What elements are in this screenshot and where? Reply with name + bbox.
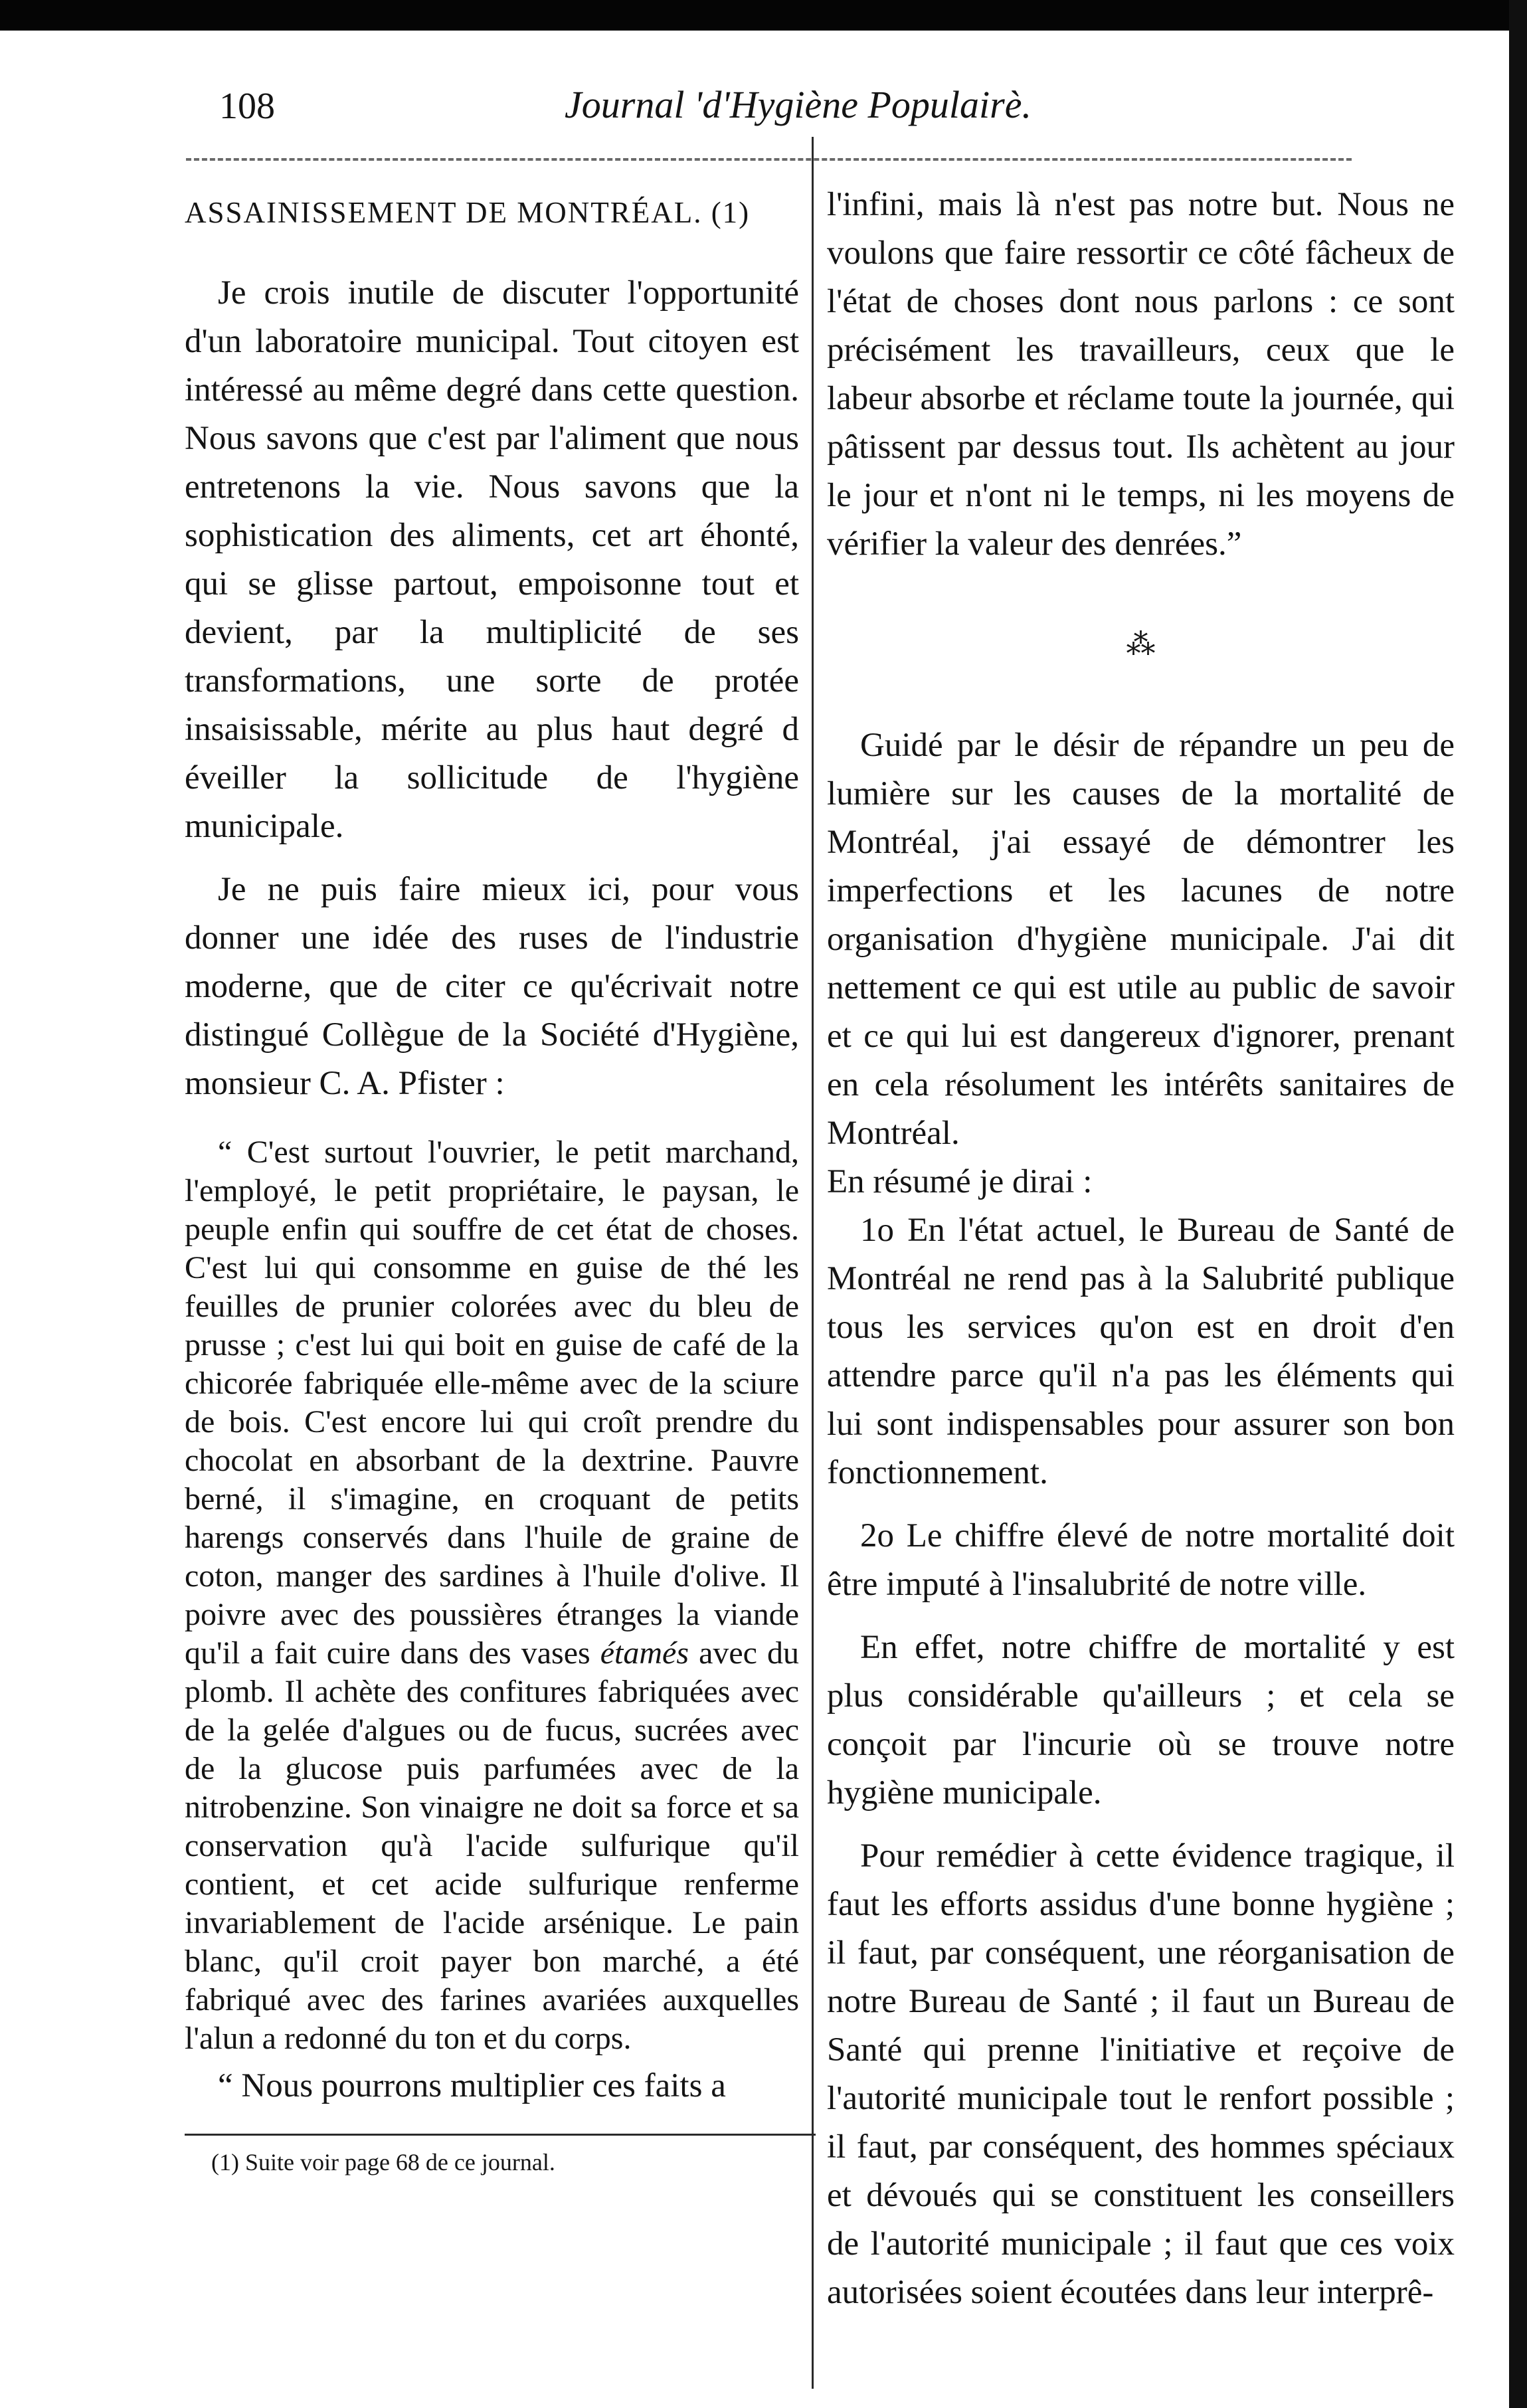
asterism-separator: ⁂	[1126, 628, 1156, 661]
scan-top-border	[0, 0, 1527, 31]
right-column	[827, 181, 1455, 2317]
running-title: Journal 'd'Hygiène Populairè.	[565, 83, 1032, 126]
scan-right-edge	[1509, 0, 1527, 2408]
quotation-text: avec du plomb. Il achète des confitures fabriquées avec de la gelée d'algues ou de fucus, sucrées avec de la glucose puis parfumées avec de la nitrobenzine. Son vinaigre ne doit sa force et sa conservation qu'à l'acide sulfurique qu'il contient, et cet acide sulfurique renferme invariablement de l'acide arsénique. Le pain blanc, qu'il croit payer bon marché, a été fabriqué avec des farines avariées auxquelles l'alun a redonné du ton et du corps.	[185, 1635, 800, 2056]
paragraph: 2o Le chiffre élevé de notre mortalité doit être imputé à l'insalubrité de notre ville.	[827, 1517, 1455, 1603]
quotation-italic-word: étamés	[600, 1635, 689, 1671]
paragraph: En résumé je dirai :	[827, 1163, 1093, 1200]
column-divider	[812, 137, 814, 2389]
paragraph: Je ne puis faire mieux ici, pour vous donner une idée des ruses de l'industrie moderne, que de citer ce qu'écrivait notre distingué Collègue de la Société d'Hygiène, monsieur C. A. Pfister :	[185, 871, 799, 1102]
paragraph: Pour remédier à cette évidence tragique, il faut les efforts assidus d'une bonne hygiène ; il faut, par conséquent, une réorganisation de notre Bureau de Santé ; il faut un Bureau de Santé qui prenne l'initiative et reçoive de l'autorité municipale tout le renfort possible ; il faut, par conséquent, des hommes spéciaux et dévoués qui se constituent les conseillers de l'autorité municipale ; il faut que ces voix autorisées soient écoutées dans leur interprê-	[827, 1837, 1455, 2311]
paragraph-continuation: l'infini, mais là n'est pas notre but. Nous ne voulons que faire ressortir ce côté fâcheux de l'état de choses dont nous parlons : ce sont précisément les travailleurs, ceux que le labeur absorbe et réclame toute la journée, qui pâtissent par dessus tout. Ils achètent au jour le jour et n'ont ni le temps, ni les moyens de vérifier la valeur des denrées.”	[827, 186, 1455, 563]
quotation-continued: “ Nous pourrons multiplier ces faits a	[218, 2067, 726, 2104]
article-heading: ASSAINISSEMENT DE MONTRÉAL. (1)	[185, 196, 751, 229]
paragraph: En effet, notre chiffre de mortalité y est plus considérable qu'ailleurs ; et cela se conçoit par l'incurie où se trouve notre hygiène municipale.	[827, 1629, 1455, 1811]
paragraph: 1o En l'état actuel, le Bureau de Santé de Montréal ne rend pas à la Salubrité publique tous les services qu'on est en droit d'en attendre parce qu'il n'a pas les éléments qui lui sont indispensables pour assurer son bon fonctionnement.	[827, 1212, 1455, 1491]
header-rule	[186, 158, 1352, 161]
paragraph: Guidé par le désir de répandre un peu de lumière sur les causes de la mortalité de Montréal, j'ai essayé de démontrer les imperfections et les lacunes de notre organisation d'hygiène municipale. J'ai dit nettement ce qui est utile au public de savoir et ce qui lui est dangereux d'ignorer, prenant en cela résolument les intérêts sanitaires de Montréal.	[827, 727, 1455, 1152]
left-column	[185, 181, 799, 2177]
footnote: (1) Suite voir page 68 de ce journal.	[211, 2149, 555, 2176]
quotation	[185, 1133, 799, 2058]
page-number: 108	[219, 86, 275, 127]
quotation-text: “ C'est surtout l'ouvrier, le petit marchand, l'employé, le petit propriétaire, le paysan, le peuple enfin qui souffre de cet état de choses. C'est lui qui consomme en guise de thé les feuilles de prunier colorées avec du bleu de prusse ; c'est lui qui boit en guise de café de la chicorée fabriquée elle-même avec de la sciure de bois. C'est encore lui qui croît prendre du chocolat en absorbant de la dextrine. Pauvre berné, il s'imagine, en croquant de petits harengs conservés dans l'huile de graine de coton, manger des sardines à l'huile d'olive. Il poivre avec des poussières étranges la viande qu'il a fait cuire dans des vases	[185, 1135, 799, 1671]
paragraph: Je crois inutile de discuter l'opportunité d'un laboratoire municipal. Tout citoyen est intéressé au même degré dans cette question. Nous savons que c'est par l'aliment que nous entretenons la vie. Nous savons que la sophistication des aliments, cet art éhonté, qui se glisse partout, empoisonne tout et devient, par la multiplicité de ses transformations, une sorte de protée insaisissable, mérite au plus haut degré d éveiller la sollicitude de l'hygiène municipale.	[185, 274, 799, 845]
footnote-rule	[185, 2134, 816, 2136]
